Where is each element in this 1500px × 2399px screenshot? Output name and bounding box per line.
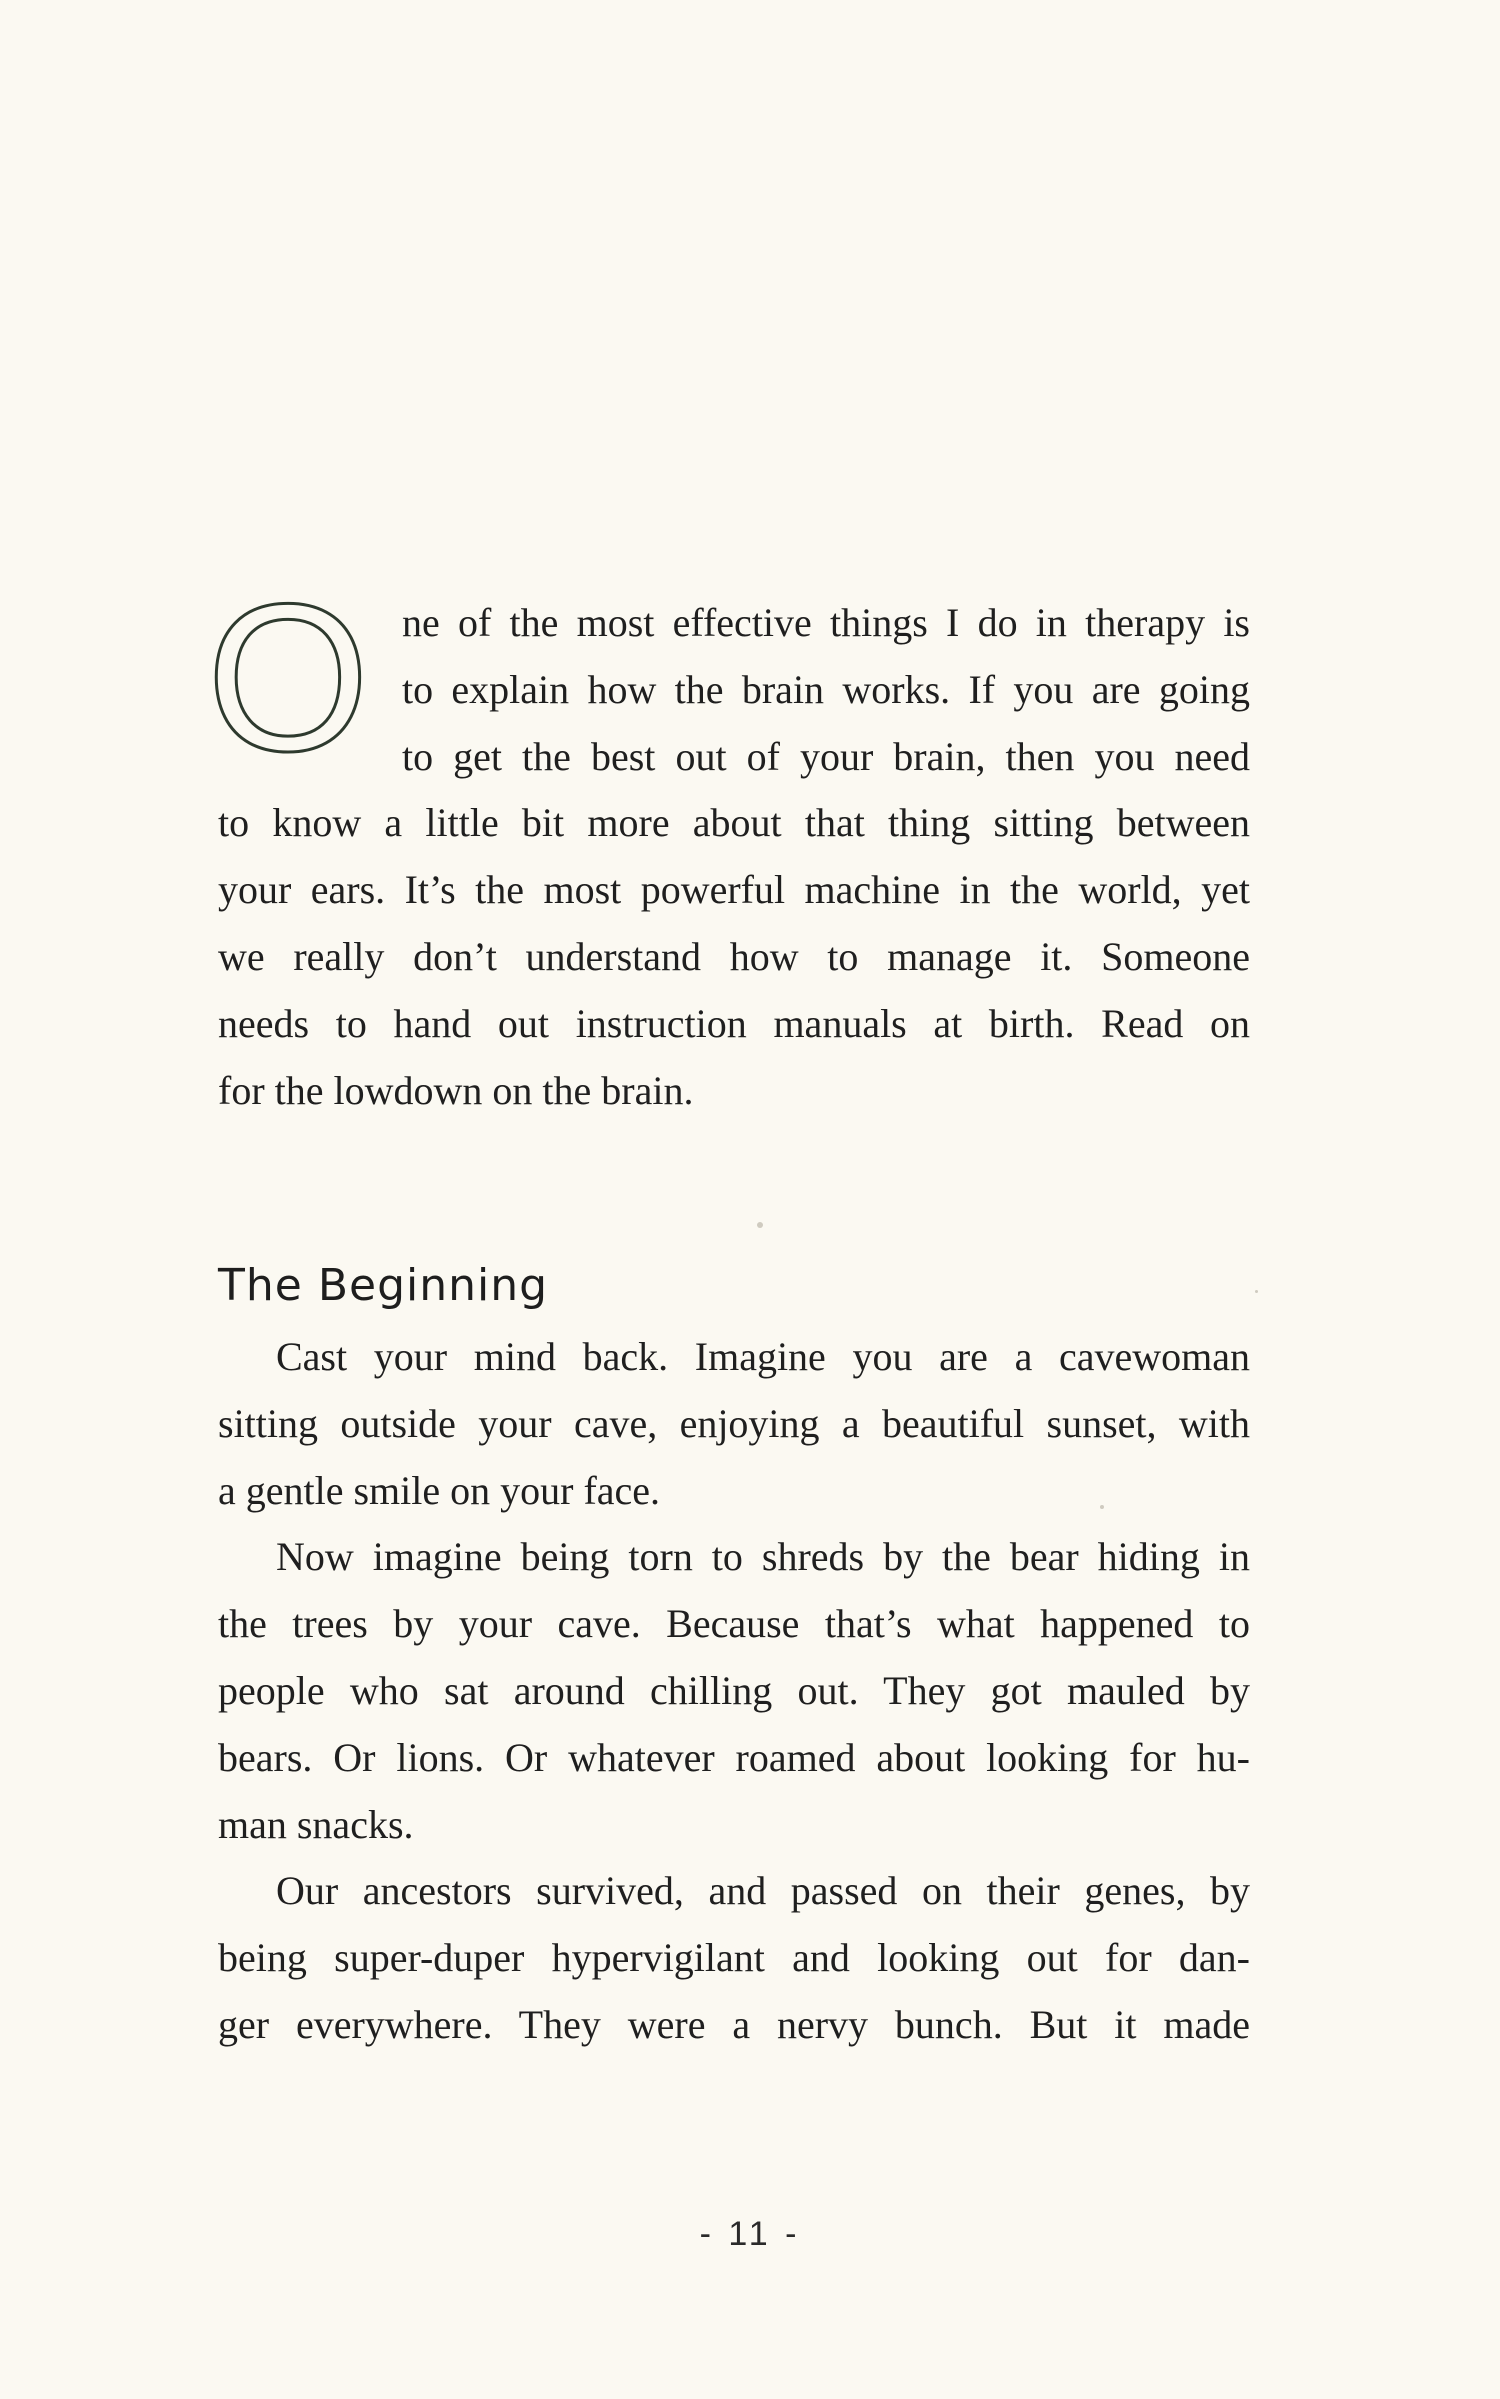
body-line-4: Now imagine being torn to shreds by the bear hiding in: [276, 1534, 1250, 1580]
body-line-10: being super-duper hypervigilant and looking out for dan-: [218, 1935, 1250, 1981]
intro-paragraph: [206, 560, 1250, 1124]
scan-speck: [1255, 1290, 1258, 1293]
body-line-8: man snacks.: [218, 1801, 414, 1847]
intro-line-1: ne of the most effective things I do in therapy is: [402, 600, 1250, 645]
intro-line-3: to get the best out of your brain, then you need: [402, 733, 1250, 779]
drop-cap-text: O: [206, 560, 370, 795]
scan-speck: [1100, 1505, 1104, 1509]
body-line-5: the trees by your cave. Because that’s what happened to: [218, 1601, 1250, 1647]
body-line-1: Cast your mind back. Imagine you are a cavewoman: [276, 1334, 1250, 1379]
intro-line-8: for the lowdown on the brain.: [218, 1067, 694, 1113]
intro-line-4: to know a little bit more about that thing sitting between: [218, 800, 1250, 846]
section-heading: The Beginning: [218, 1260, 549, 1311]
drop-cap-letter-o: [206, 560, 370, 795]
scan-speck: [757, 1222, 763, 1228]
body-line-6: people who sat around chilling out. They got mauled by: [218, 1667, 1250, 1713]
body-line-11: ger everywhere. They were a nervy bunch. But it made: [218, 2001, 1250, 2047]
page-number: - 11 -: [699, 2215, 801, 2253]
section-body: [218, 1324, 1250, 2059]
body-line-3: a gentle smile on your face.: [218, 1467, 661, 1513]
intro-line-6: we really don’t understand how to manage it. Someone: [218, 933, 1250, 979]
intro-line-5: your ears. It’s the most powerful machine in the world, yet: [218, 867, 1250, 913]
intro-line-2: to explain how the brain works. If you are going: [402, 666, 1250, 712]
body-line-9: Our ancestors survived, and passed on their genes, by: [276, 1868, 1250, 1914]
intro-line-7: needs to hand out instruction manuals at birth. Read on: [218, 1000, 1250, 1046]
body-line-7: bears. Or lions. Or whatever roamed about looking for hu-: [218, 1734, 1250, 1780]
body-line-2: sitting outside your cave, enjoying a beautiful sunset, with: [218, 1400, 1250, 1446]
